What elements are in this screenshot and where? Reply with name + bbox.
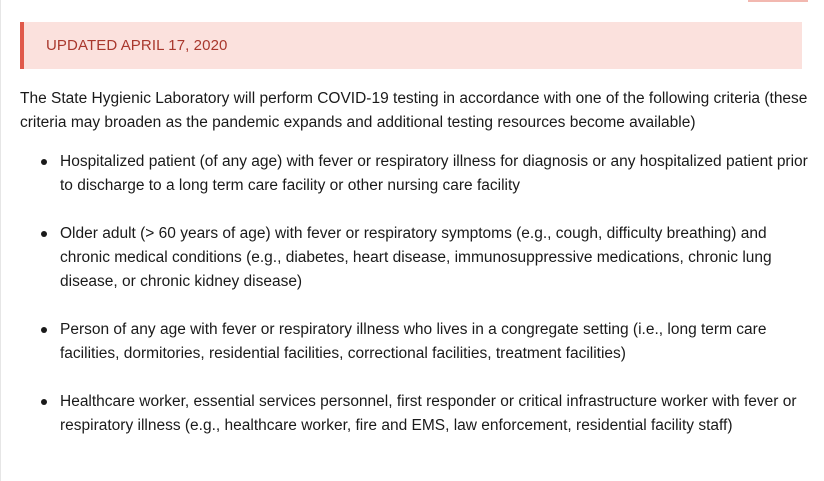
criteria-text: Hospitalized patient (of any age) with fever or respiratory illness for diagnosis or any hospitalized patient prior to discharge to a long term care facility or other nursing care facility [60,153,808,194]
criteria-item [20,318,810,366]
content-frame-border [0,0,1,481]
update-notice-text: UPDATED APRIL 17, 2020 [46,37,228,54]
criteria-item [20,390,810,438]
criteria-text: Healthcare worker, essential services personnel, first responder or critical infrastructure worker with fever or respiratory illness (e.g., healthcare worker, fire and EMS, law enforcement, residential facility staff) [60,393,797,434]
criteria-text: Older adult (> 60 years of age) with fever or respiratory symptoms (e.g., cough, difficulty breathing) and chronic medical conditions (e.g., diabetes, heart disease, immunosuppressive medications, chronic lung disease, or chronic kidney disease) [60,225,772,290]
criteria-text: Person of any age with fever or respiratory illness who lives in a congregate setting (i.e., long term care facilities, dormitories, residential facilities, correctional facilities, treatment facilities) [60,321,767,362]
update-notice-banner [20,22,802,69]
intro-paragraph: The State Hygienic Laboratory will perform COVID-19 testing in accordance with one of the following criteria (these criteria may broaden as the pandemic expands and additional testing resources become available) [20,90,808,131]
bullet-icon [41,231,47,237]
bullet-icon [41,159,47,165]
criteria-item [20,222,810,294]
top-accent-bar [748,0,808,2]
bullet-icon [41,327,47,333]
testing-criteria-list [20,150,810,462]
criteria-item [20,150,810,198]
bullet-icon [41,399,47,405]
